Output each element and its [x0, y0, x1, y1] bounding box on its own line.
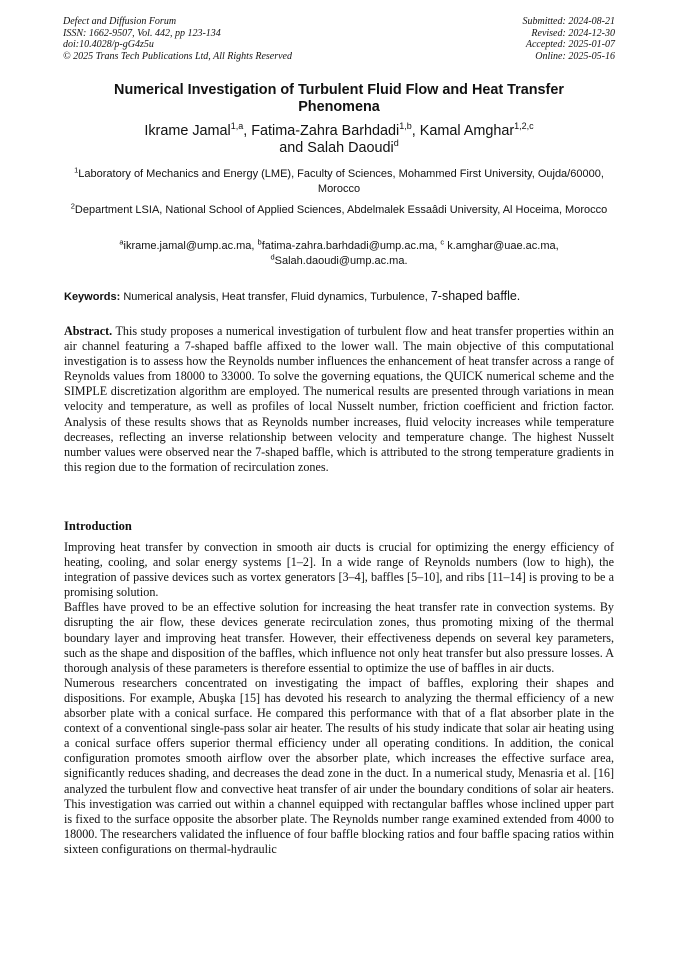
abstract [64, 324, 614, 475]
affiliation-2: $^2$Department LSIA, National School of Applied Sciences, Abdelmalek Essaâdi University, Al Hoceima, Morocco [70, 201, 608, 216]
journal-copyright: © 2025 Trans Tech Publications Ltd, All Rights Reserved [63, 50, 292, 62]
email-link[interactable]: fatima-zahra.barhdadi@ump.ac.ma, [261, 240, 441, 252]
introduction-body [64, 540, 614, 857]
author-emails: $^a$ikrame.jamal@ump.ac.ma, $^b$fatima-zahra.barhdadi@ump.ac.ma, $^c$ k.amghar@uae.ac.ma, $^d$Salah.daoudi@ump.ac.ma. [119, 237, 559, 267]
author-name: and Salah Daoudi [279, 140, 394, 156]
email-link[interactable]: ikrame.jamal@ump.ac.ma, [123, 240, 258, 252]
author-name: Fatima-Zahra Barhdadi [251, 123, 400, 139]
abstract-text: This study proposes a numerical investigation of turbulent flow and heat transfer properties within an air channel featuring a 7-shaped baffle affixed to the lower wall. The main objective of this computational investigation is to assess how the Reynolds number influences the enhancement of heat transfer across a range of Reynolds values from 18000 to 33000. To solve the governing equations, the QUICK numerical scheme and the SIMPLE discretization algorithm are employed. The numerical results are presented through variations in mean velocity and temperature, as well as profiles of local Nusselt number, friction coefficient and friction factor. Analysis of these results shows that as Reynolds number increases, fluid velocity increases while temperature decreases, reflecting an inverse relationship between velocity and temperature change. The highest Nusselt number values were observed near the 7-shaped baffle, which is attributed to the strong temperature gradients in this region due to the formation of recirculation zones. [64, 324, 614, 474]
keywords-label: Keywords: [64, 291, 121, 303]
journal-name: Defect and Diffusion Forum [63, 16, 177, 27]
author-name: Kamal Amghar [419, 123, 515, 139]
author-affiliation-mark: d [393, 138, 399, 149]
revised-date: Revised: 2024-12-30 [531, 27, 615, 39]
journal-issn: ISSN: 1662-9507, Vol. 442, pp 123-134 [63, 27, 221, 39]
author-name: Ikrame Jamal [144, 123, 231, 139]
affiliation-1: $^1$Laboratory of Mechanics and Energy (LME), Faculty of Sciences, Mohammed First University, Oujda/60000, Morocco [74, 165, 604, 195]
keywords-text: Numerical analysis, Heat transfer, Fluid dynamics, Turbulence, [123, 291, 428, 303]
author-affiliation-mark: 1,a [230, 121, 244, 132]
online-date: Online: 2025-05-16 [535, 50, 615, 62]
paragraph: Improving heat transfer by convection in smooth air ducts is crucial for optimizing the energy efficiency of heating, cooling, and solar energy systems [1–2]. In a wide range of Reynolds numbers (low to high), the integration of passive devices such as vortex generators [3–4], baffles [5–10], and ribs [11–14] is proving to be a promising solution. [64, 540, 614, 600]
accepted-date: Accepted: 2025-01-07 [525, 39, 615, 51]
journal-doi: doi:10.4028/p-gG4z5u [63, 39, 154, 51]
abstract-label: Abstract. [64, 324, 113, 338]
paragraph: Baffles have proved to be an effective solution for increasing the heat transfer rate in convection systems. By disrupting the air flow, these devices generate recirculation zones, thus promoting mixing of the thermal boundary layer and improving heat transfer. However, their effectiveness depends on several key parameters, such as the shape and disposition of the baffles, which influence not only heat transfer but also pressure losses. A thorough analysis of these parameters is therefore essential to optimize the use of baffles in air ducts. [64, 600, 614, 675]
paragraph: Numerous researchers concentrated on investigating the impact of baffles, exploring their shapes and dispositions. For example, Abuşka [15] has devoted his research to analyzing the thermal efficiency of a new absorber plate with a conical surface. He compared this performance with that of a flat absorber plate in the context of a conventional single-pass solar air heater. The results of his study indicate that solar air heating using a conical surface offers superior thermal efficiency under all operating conditions. In addition, the conical configuration promotes smooth airflow over the absorber plate, which increases the effective surface area, significantly reduces shading, and decreases the dead zone in the duct. In a numerical study, Menasria et al. [16] analyzed the turbulent flow and convective heat transfer of air under the boundary conditions of solar air heaters. This investigation was carried out within a channel equipped with rectangular baffles whose inclined upper part is fixed to the surface opposite the absorber plate. The Reynolds number range examined extended from 4000 to 18000. The researchers validated the influence of four baffle blocking ratios and four baffle spacing ratios within sixteen configurations on thermal-hydraulic [64, 675, 614, 856]
keywords-last: 7-shaped baffle. [430, 289, 521, 303]
email-link[interactable]: k.amghar@uae.ac.ma, [444, 240, 559, 252]
submission-dates [523, 16, 616, 62]
section-heading-introduction: Introduction [64, 519, 132, 533]
keywords [64, 289, 624, 305]
author-affiliation-mark: 1,b [399, 121, 412, 132]
submitted-date: Submitted: 2024-08-21 [522, 16, 615, 27]
author-list: Ikrame Jamal$^{1,a}$, Fatima-Zahra Barhdadi$^{1,b}$, Kamal Amghar$^{1,2,c}$ and Salah Daoudi$^d$ [144, 121, 534, 156]
author-affiliation-mark: 1,2,c [514, 121, 534, 132]
journal-info [63, 16, 292, 62]
paper-title: Numerical Investigation of Turbulent Fluid Flow and Heat Transfer Phenomena [114, 82, 564, 115]
email-link[interactable]: Salah.daoudi@ump.ac.ma. [274, 255, 408, 267]
